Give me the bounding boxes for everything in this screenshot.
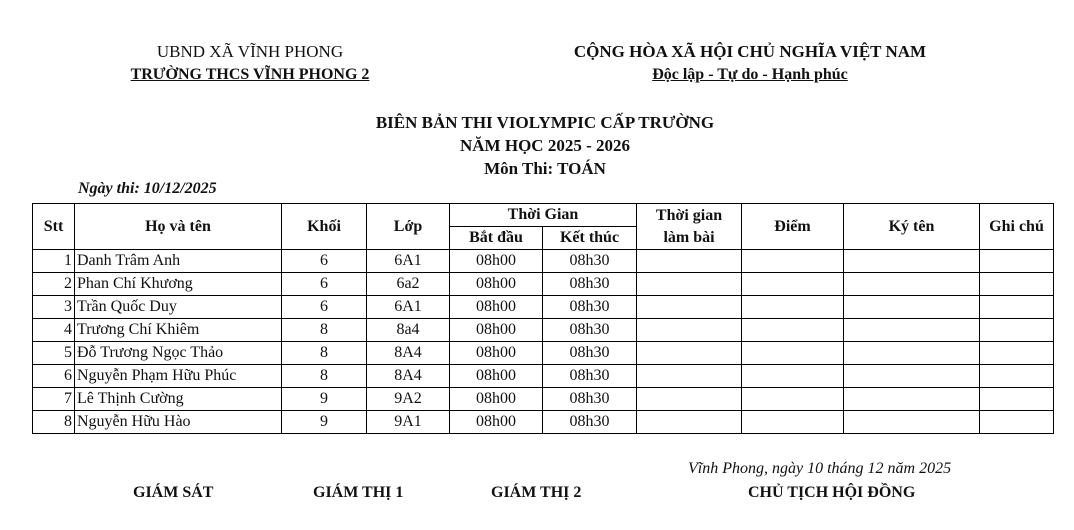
cell-signature[interactable] — [844, 411, 980, 434]
cell-score[interactable] — [742, 342, 844, 365]
table-row — [33, 250, 1054, 273]
table-row — [33, 365, 1054, 388]
header-duration-line2: làm bài — [663, 228, 715, 246]
cell-name: Đỗ Trương Ngọc Thảo — [75, 342, 282, 365]
table-row — [33, 411, 1054, 434]
cell-score[interactable] — [742, 250, 844, 273]
header-score: Điểm — [742, 204, 844, 250]
header-end: Kết thúc — [543, 227, 637, 250]
header-time-group: Thời Gian — [450, 204, 637, 227]
table-row — [33, 388, 1054, 411]
cell-end: 08h30 — [543, 273, 637, 296]
cell-duration[interactable] — [637, 250, 742, 273]
cell-note[interactable] — [980, 319, 1054, 342]
cell-end: 08h30 — [543, 296, 637, 319]
header-start: Bắt đầu — [450, 227, 543, 250]
cell-start: 08h00 — [450, 388, 543, 411]
header-grade: Khối — [282, 204, 367, 250]
cell-grade: 6 — [282, 250, 367, 273]
cell-name: Lê Thịnh Cường — [75, 388, 282, 411]
cell-note[interactable] — [980, 296, 1054, 319]
cell-class: 9A1 — [367, 411, 450, 434]
cell-duration[interactable] — [637, 411, 742, 434]
cell-grade: 8 — [282, 342, 367, 365]
cell-score[interactable] — [742, 273, 844, 296]
place-and-date: Vĩnh Phong, ngày 10 tháng 12 năm 2025 — [688, 460, 952, 477]
cell-note[interactable] — [980, 273, 1054, 296]
cell-duration[interactable] — [637, 342, 742, 365]
document-title — [340, 111, 750, 180]
cell-stt: 4 — [33, 319, 75, 342]
authority-name: UBND XÃ VĨNH PHONG — [156, 42, 344, 61]
left-header — [90, 40, 410, 86]
cell-duration[interactable] — [637, 319, 742, 342]
cell-stt: 1 — [33, 250, 75, 273]
right-header — [540, 40, 960, 86]
header-class: Lớp — [367, 204, 450, 250]
cell-grade: 9 — [282, 388, 367, 411]
cell-grade: 8 — [282, 319, 367, 342]
cell-grade: 8 — [282, 365, 367, 388]
cell-grade: 6 — [282, 273, 367, 296]
cell-name: Trần Quốc Duy — [75, 296, 282, 319]
cell-stt: 3 — [33, 296, 75, 319]
table-header-row — [33, 204, 1054, 227]
cell-duration[interactable] — [637, 365, 742, 388]
cell-class: 6a2 — [367, 273, 450, 296]
title-line-2: NĂM HỌC 2025 - 2026 — [460, 136, 630, 155]
cell-name: Nguyễn Phạm Hữu Phúc — [75, 365, 282, 388]
cell-end: 08h30 — [543, 388, 637, 411]
cell-duration[interactable] — [637, 296, 742, 319]
table-row — [33, 342, 1054, 365]
cell-start: 08h00 — [450, 250, 543, 273]
cell-end: 08h30 — [543, 250, 637, 273]
cell-note[interactable] — [980, 365, 1054, 388]
cell-signature[interactable] — [844, 319, 980, 342]
signature-proctor-2: GIÁM THỊ 2 — [491, 484, 582, 501]
exam-roster-table — [32, 203, 1054, 434]
school-name: TRƯỜNG THCS VĨNH PHONG 2 — [130, 66, 370, 83]
cell-stt: 5 — [33, 342, 75, 365]
table-row — [33, 273, 1054, 296]
signature-proctor-1: GIÁM THỊ 1 — [313, 484, 404, 501]
cell-class: 6A1 — [367, 296, 450, 319]
cell-grade: 6 — [282, 296, 367, 319]
cell-stt: 6 — [33, 365, 75, 388]
cell-score[interactable] — [742, 319, 844, 342]
cell-end: 08h30 — [543, 411, 637, 434]
cell-name: Phan Chí Khương — [75, 273, 282, 296]
cell-duration[interactable] — [637, 273, 742, 296]
national-motto: Độc lập - Tự do - Hạnh phúc — [652, 66, 848, 83]
cell-start: 08h00 — [450, 296, 543, 319]
cell-grade: 9 — [282, 411, 367, 434]
table-row — [33, 296, 1054, 319]
cell-name: Trương Chí Khiêm — [75, 319, 282, 342]
cell-start: 08h00 — [450, 365, 543, 388]
cell-signature[interactable] — [844, 342, 980, 365]
header-name: Họ và tên — [75, 204, 282, 250]
cell-stt: 8 — [33, 411, 75, 434]
cell-end: 08h30 — [543, 342, 637, 365]
cell-class: 8A4 — [367, 342, 450, 365]
cell-score[interactable] — [742, 411, 844, 434]
cell-name: Danh Trâm Anh — [75, 250, 282, 273]
cell-class: 8a4 — [367, 319, 450, 342]
signature-council-chair: CHỦ TỊCH HỘI ĐỒNG — [748, 484, 916, 501]
exam-date: Ngày thi: 10/12/2025 — [78, 180, 217, 197]
header-duration — [637, 204, 742, 250]
cell-score[interactable] — [742, 388, 844, 411]
title-line-3: Môn Thi: TOÁN — [484, 159, 606, 178]
cell-class: 6A1 — [367, 250, 450, 273]
header-note: Ghi chú — [980, 204, 1054, 250]
cell-signature[interactable] — [844, 273, 980, 296]
cell-score[interactable] — [742, 365, 844, 388]
cell-note[interactable] — [980, 411, 1054, 434]
cell-start: 08h00 — [450, 319, 543, 342]
cell-name: Nguyễn Hữu Hào — [75, 411, 282, 434]
header-duration-line1: Thời gian — [655, 206, 723, 224]
cell-signature[interactable] — [844, 388, 980, 411]
cell-signature[interactable] — [844, 365, 980, 388]
cell-signature[interactable] — [844, 296, 980, 319]
cell-end: 08h30 — [543, 365, 637, 388]
header-stt: Stt — [33, 204, 75, 250]
cell-stt: 7 — [33, 388, 75, 411]
cell-class: 8A4 — [367, 365, 450, 388]
cell-duration[interactable] — [637, 388, 742, 411]
cell-note[interactable] — [980, 250, 1054, 273]
title-line-1: BIÊN BẢN THI VIOLYMPIC CẤP TRƯỜNG — [375, 113, 715, 132]
table-body — [33, 250, 1054, 434]
cell-start: 08h00 — [450, 273, 543, 296]
cell-class: 9A2 — [367, 388, 450, 411]
cell-end: 08h30 — [543, 319, 637, 342]
table-row — [33, 319, 1054, 342]
cell-note[interactable] — [980, 388, 1054, 411]
signature-supervisor: GIÁM SÁT — [133, 484, 214, 501]
cell-note[interactable] — [980, 342, 1054, 365]
cell-stt: 2 — [33, 273, 75, 296]
cell-start: 08h00 — [450, 342, 543, 365]
cell-signature[interactable] — [844, 250, 980, 273]
cell-start: 08h00 — [450, 411, 543, 434]
header-signature: Ký tên — [844, 204, 980, 250]
country-name: CỘNG HÒA XÃ HỘI CHỦ NGHĨA VIỆT NAM — [573, 42, 927, 61]
cell-score[interactable] — [742, 296, 844, 319]
